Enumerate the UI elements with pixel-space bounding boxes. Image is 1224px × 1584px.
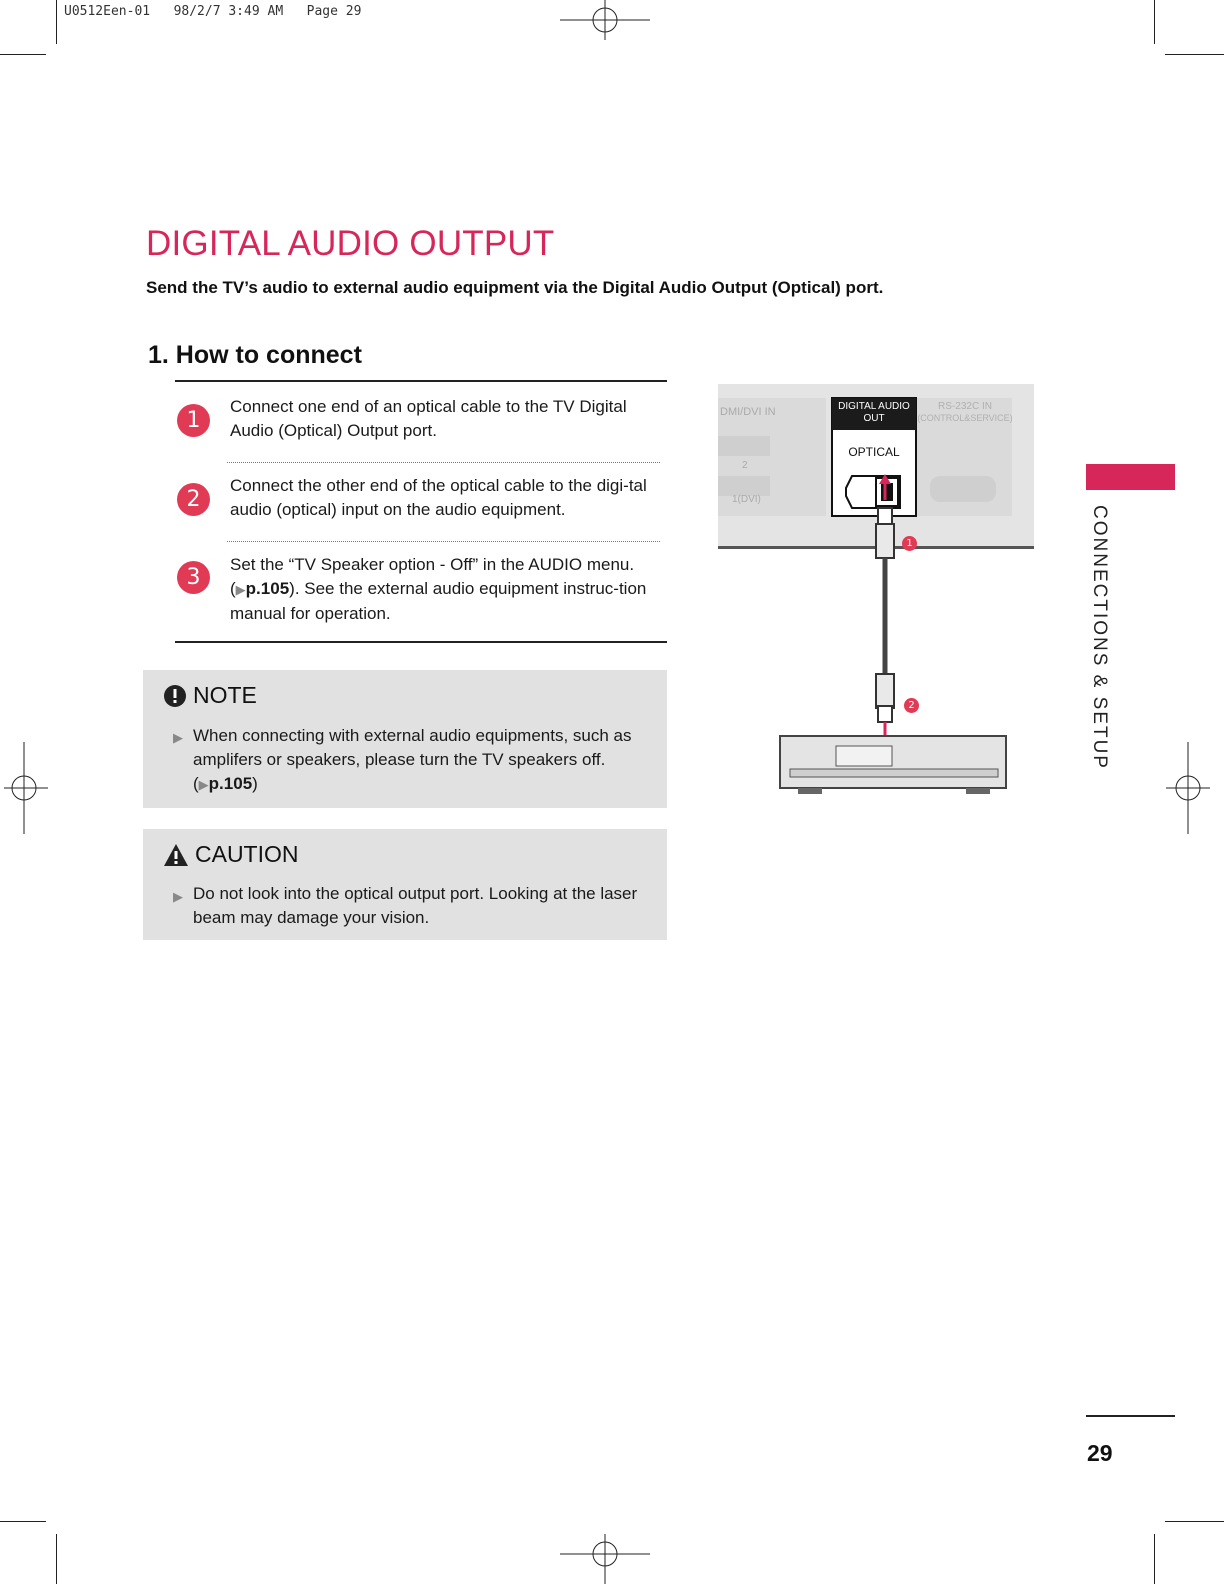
side-tab-bar xyxy=(1086,464,1175,490)
page-number-rule xyxy=(1086,1415,1175,1417)
connection-diagram xyxy=(718,384,1038,804)
page-subtitle: Send the TV’s audio to external audio equipment via the Digital Audio Output (Optical) port. xyxy=(146,278,884,297)
arrow-icon: ▶ xyxy=(173,889,183,904)
note-text-post: ) xyxy=(252,774,258,793)
step-divider xyxy=(227,462,660,463)
caution-text: Do not look into the optical output port. Looking at the laser beam may damage your vision. xyxy=(193,884,638,927)
step-divider xyxy=(227,541,660,542)
step-1-number: 1 xyxy=(177,404,210,437)
note-heading-label: NOTE xyxy=(193,682,257,708)
arrow-icon: ▶ xyxy=(198,777,209,792)
optical-label: OPTICAL xyxy=(848,445,900,459)
section-bottom-rule xyxy=(175,641,667,643)
arrow-icon: ▶ xyxy=(173,730,183,745)
step-3-text xyxy=(230,553,666,626)
hdmi-port-1-label: 1(DVI) xyxy=(732,494,761,505)
diagram-badge-2: 2 xyxy=(904,698,919,713)
page-number: 29 xyxy=(1087,1440,1113,1466)
warning-icon xyxy=(163,843,189,867)
rs232-sublabel: (CONTROL&SERVICE) xyxy=(917,413,1013,423)
page-reference[interactable]: p.105 xyxy=(208,774,253,793)
caution-heading xyxy=(163,841,299,868)
digital-audio-out-label: DIGITAL AUDIO OUT xyxy=(838,401,910,424)
step-2-number: 2 xyxy=(177,483,210,516)
section-top-rule xyxy=(175,380,667,382)
step-3-text-post: ). See the external audio equipment instruc-tion manual for operation. xyxy=(230,579,647,623)
note-text-pre: When connecting with external audio equipments, such as amplifers or speakers, please turn the TV speakers off. ( xyxy=(193,726,632,793)
note-box xyxy=(143,670,667,808)
arrow-icon: ▶ xyxy=(235,582,246,597)
note-text xyxy=(193,724,653,797)
registration-mark-top xyxy=(560,0,652,44)
hdmi-port-2-label: 2 xyxy=(742,460,748,471)
note-heading xyxy=(163,682,257,709)
rs232-label: RS-232C IN xyxy=(938,401,992,412)
registration-mark-right xyxy=(1166,742,1210,834)
registration-mark-left xyxy=(4,742,48,834)
registration-mark-bottom xyxy=(560,1534,652,1584)
diagram-badge-1: 1 xyxy=(902,536,917,551)
page-reference[interactable]: p.105 xyxy=(245,579,290,598)
exclamation-icon xyxy=(163,684,187,708)
side-tab-label: CONNECTIONS & SETUP xyxy=(1089,505,1110,770)
page-title: DIGITAL AUDIO OUTPUT xyxy=(146,224,555,263)
caution-box xyxy=(143,829,667,940)
section-title: 1. How to connect xyxy=(148,341,362,369)
step-1-text: Connect one end of an optical cable to the TV Digital Audio (Optical) Output port. xyxy=(230,397,627,440)
step-2-text: Connect the other end of the optical cable to the digi-tal audio (optical) input on the audio equipment. xyxy=(230,476,647,519)
step-3-text-pre: Set the “TV Speaker option - Off” in the AUDIO menu. ( xyxy=(230,555,635,598)
hdmi-label: DMI/DVI IN xyxy=(720,406,776,418)
step-3-number: 3 xyxy=(177,561,210,594)
caution-heading-label: CAUTION xyxy=(195,841,299,867)
print-header: U0512Een-01 98/2/7 3:49 AM Page 29 xyxy=(64,4,362,19)
